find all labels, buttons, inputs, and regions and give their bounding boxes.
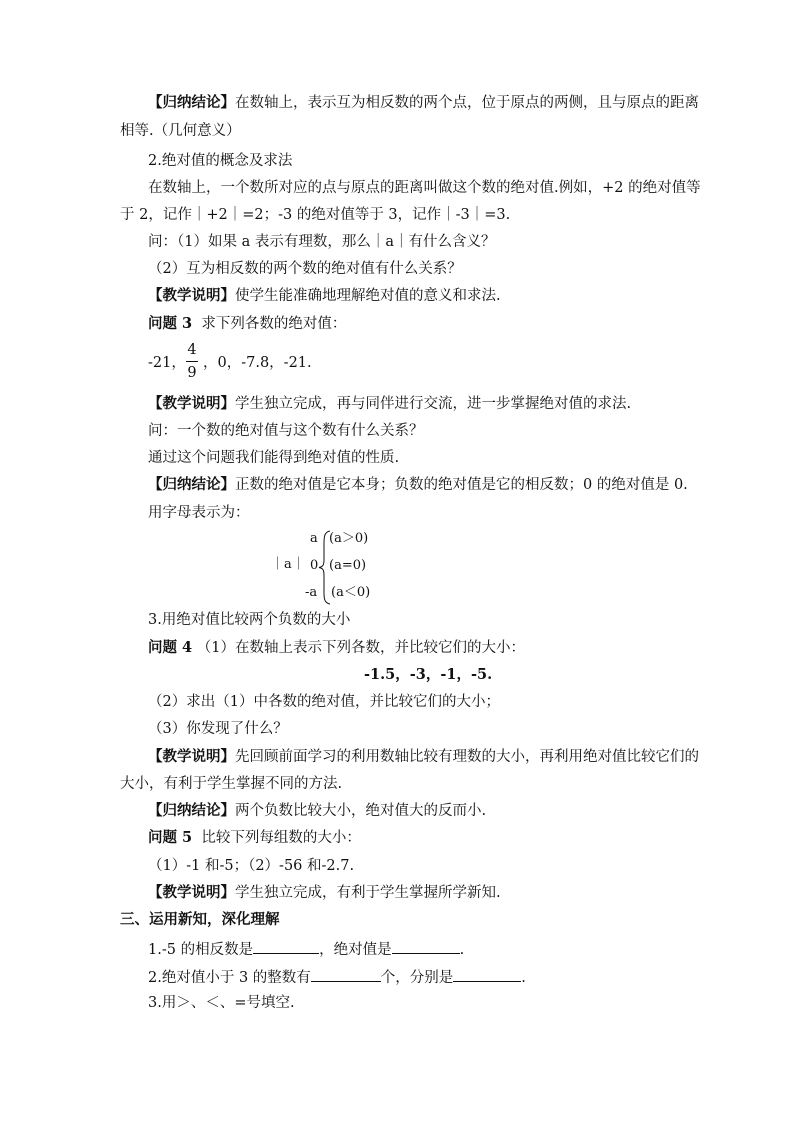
definition-line-2: 于 2，记作｜+2｜=2；-3 的绝对值等于 3，记作｜-3｜=3. bbox=[120, 207, 511, 223]
definition-line-1: 在数轴上，一个数所对应的点与原点的距离叫做这个数的绝对值.例如，+2 的绝对值等 bbox=[148, 180, 701, 196]
teaching-note-3: 【教学说明】先回顾前面学习的利用数轴比较有理数的大小，再利用绝对值比较它们的 bbox=[148, 748, 699, 765]
fraction-4-9: 4 9 bbox=[187, 342, 197, 381]
question-2: （2）互为相反数的两个数的绝对值有什么关系？ bbox=[148, 261, 462, 277]
problem-3-numbers-b: ，0，-7.8，-21. bbox=[203, 355, 312, 371]
problem-3-numbers-a: -21， bbox=[148, 355, 186, 371]
problem-5: 问题 5 比较下列每组数的大小： bbox=[148, 829, 361, 846]
conclusion-1-cont: 相等.（几何意义） bbox=[120, 123, 241, 139]
problem-3: 问题 3 求下列各数的绝对值： bbox=[148, 315, 347, 332]
case-3-value: -a bbox=[305, 585, 318, 600]
problem-4: 问题 4 （1）在数轴上表示下列各数，并比较它们的大小： bbox=[148, 639, 525, 656]
case-2-value: 0 bbox=[310, 558, 319, 573]
question-1: 问：（1）如果 a 表示有理数，那么｜a｜有什么含义？ bbox=[148, 234, 496, 250]
answer-blank-2[interactable] bbox=[392, 937, 460, 954]
case-3-condition: (a＜0) bbox=[331, 585, 371, 600]
problem-4-part-2: （2）求出（1）中各数的绝对值，并比较它们的大小； bbox=[148, 694, 500, 710]
section-heading-3: 三、运用新知，深化理解 bbox=[120, 911, 280, 928]
property-intro: 通过这个问题我们能得到绝对值的性质. bbox=[148, 450, 400, 466]
section-3-title: 3.用绝对值比较两个负数的大小 bbox=[148, 612, 351, 628]
exercise-2: 2.绝对值小于 3 的整数有 个，分别是 . bbox=[148, 965, 526, 988]
question-3: 问：一个数的绝对值与这个数有什么关系？ bbox=[148, 423, 424, 439]
answer-blank-3[interactable] bbox=[311, 965, 381, 982]
answer-blank-4[interactable] bbox=[453, 965, 521, 982]
section-2-title: 2.绝对值的概念及求法 bbox=[148, 153, 293, 169]
conclusion-1: 【归纳结论】在数轴上，表示互为相反数的两个点，位于原点的两侧，且与原点的距离 bbox=[148, 94, 699, 111]
case-1-condition: (a＞0) bbox=[329, 531, 369, 546]
conclusion-2: 【归纳结论】正数的绝对值是它本身；负数的绝对值是它的相反数；0 的绝对值是 0. bbox=[148, 476, 688, 493]
conclusion-3: 【归纳结论】两个负数比较大小，绝对值大的反而小. bbox=[148, 802, 487, 819]
problem-5-items: （1）-1 和-5；（2）-56 和-2.7. bbox=[148, 858, 355, 874]
letter-representation: 用字母表示为： bbox=[148, 505, 250, 521]
exercise-1: 1.-5 的相反数是 ，绝对值是 . bbox=[148, 937, 464, 960]
teaching-note-1: 【教学说明】使学生能准确地理解绝对值的意义和求法. bbox=[148, 287, 501, 304]
fraction-bar bbox=[186, 361, 198, 362]
answer-blank-1[interactable] bbox=[253, 937, 319, 954]
abs-a-lhs: ｜a｜ bbox=[271, 557, 305, 572]
case-2-condition: (a=0) bbox=[329, 558, 367, 573]
problem-4-part-3: （3）你发现了什么？ bbox=[148, 721, 288, 737]
teaching-note-2: 【教学说明】学生独立完成，再与同伴进行交流，进一步掌握绝对值的求法. bbox=[148, 395, 632, 412]
exercise-3: 3.用＞、＜、=号填空. bbox=[148, 995, 295, 1011]
case-1-value: a bbox=[310, 531, 318, 546]
problem-4-numbers: -1.5，-3，-1，-5. bbox=[364, 666, 493, 683]
teaching-note-4: 【教学说明】学生独立完成，有利于学生掌握所学新知. bbox=[148, 884, 501, 901]
teaching-note-3-cont: 大小，有利于学生掌握不同的方法. bbox=[120, 776, 343, 792]
